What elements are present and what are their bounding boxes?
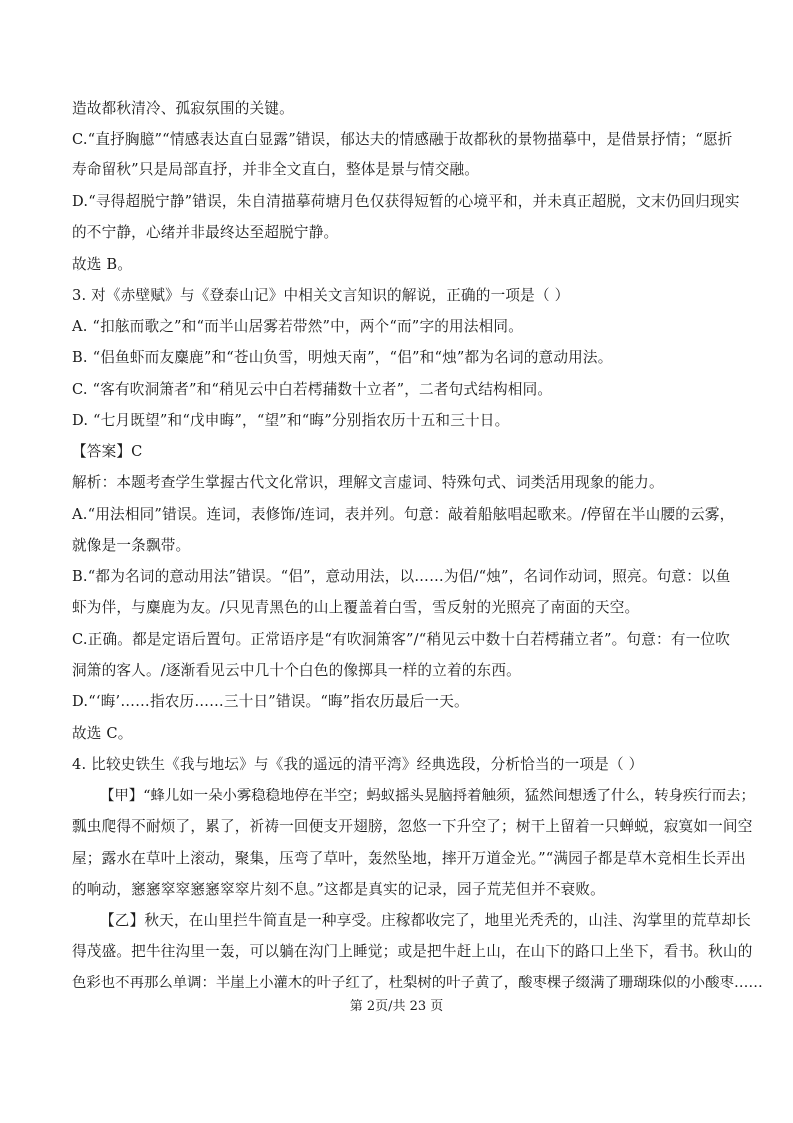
text-line: 的响动，窸窸窣窣窸窸窣窣片刻不息。”这都是真实的记录，园子荒芜但并不衰败。 bbox=[72, 881, 605, 898]
question-3-option-c: C. “客有吹洞箫者”和“稍见云中白若樗蒱数十立者”，二者句式结构相同。 bbox=[72, 381, 553, 398]
text-line: 虾为伴，与麋鹿为友。/只见青黑色的山上覆盖着白雪，雪反射的光照亮了南面的天空。 bbox=[72, 599, 640, 616]
answer-label: 【答案】C bbox=[72, 443, 143, 460]
question-3-option-d: D. “七月既望”和“戊申晦”，“望”和“晦”分别指农历十五和三十日。 bbox=[72, 412, 510, 429]
text-line: 造故都秋清冷、孤寂氛围的关键。 bbox=[72, 100, 294, 117]
page-footer: 第 2页/共 23 页 bbox=[349, 999, 444, 1014]
question-3-stem: 3. 对《赤壁赋》与《登泰山记》中相关文言知识的解说，正确的一项是（ ） bbox=[72, 287, 570, 304]
text-line: 得茂盛。把牛往沟里一轰，可以躺在沟门上睡觉；或是把牛赶上山，在山下的路口上坐下，看书。秋山的 bbox=[72, 943, 753, 960]
text-line: B.“都为名词的意动用法”错误。“侣”，意动用法，以……为侣/“烛”，名词作动词，照亮。句意：以鱼 bbox=[72, 568, 731, 585]
passage-jia: 【甲】“蜂儿如一朵小雾稳稳地停在半空；蚂蚁摇头晃脑捋着触须，猛然间想透了什么，转身疾行而去； bbox=[100, 788, 755, 804]
text-line: 屋；露水在草叶上滚动，聚集，压弯了草叶，轰然坠地，摔开万道金光。”“满园子都是草木竞相生长弄出 bbox=[72, 850, 746, 867]
text-line: D.“‘晦’……指农历……三十日”错误。“晦”指农历最后一天。 bbox=[72, 693, 469, 710]
question-3-option-a: A. “扣舷而歌之”和“而半山居雾若带然”中，两个“而”字的用法相同。 bbox=[72, 318, 524, 335]
text-line: 色彩也不再那么单调：半崖上小灌木的叶子红了，杜梨树的叶子黄了，酸枣棵子缀满了珊瑚珠似的小酸枣…… bbox=[72, 975, 763, 991]
text-line: 洞箫的客人。/逐渐看见云中几十个白色的像掷具一样的立着的东西。 bbox=[72, 662, 521, 679]
text-line: 解析：本题考查学生掌握古代文化常识，理解文言虚词、特殊句式、词类活用现象的能力。 bbox=[72, 474, 664, 491]
passage-yi: 【乙】秋天，在山里拦牛简直是一种享受。庄稼都收完了，地里光秃秃的，山洼、沟掌里的荒草却长 bbox=[100, 912, 751, 929]
text-line: 就像是一条飘带。 bbox=[72, 537, 191, 554]
text-line: 故选 C。 bbox=[72, 725, 133, 742]
text-line: D.“寻得超脱宁静”错误，朱自清描摹荷塘月色仅获得短暂的心境平和，并未真正超脱，文末仍回归现实 bbox=[72, 193, 740, 210]
text-line: C.正确。都是定语后置句。正常语序是“有吹洞箫客”/“稍见云中数十白若樗蒱立者”。句意：有一位吹 bbox=[72, 631, 730, 648]
text-line: 寿命留秋”只是局部直抒，并非全文直白，整体是景与情交融。 bbox=[72, 161, 480, 178]
text-line: 的不宁静，心绪并非最终达至超脱宁静。 bbox=[72, 224, 339, 241]
text-line: C.“直抒胸臆”“情感表达直白显露”错误，郁达夫的情感融于故都秋的景物描摹中，是借景抒情；“愿折 bbox=[72, 131, 733, 148]
question-4-stem: 4. 比较史铁生《我与地坛》与《我的遥远的清平湾》经典选段，分析恰当的一项是（ ） bbox=[72, 756, 644, 773]
text-line: 瓢虫爬得不耐烦了，累了，祈祷一回便支开翅膀，忽悠一下升空了；树干上留着一只蝉蜕，寂寞如一间空 bbox=[72, 818, 753, 835]
question-3-option-b: B. “侣鱼虾而友麋鹿”和“苍山负雪，明烛天南”，“侣”和“烛”都为名词的意动用法。 bbox=[72, 349, 613, 366]
text-line: A.“用法相同”错误。连词，表修饰/连词，表并列。句意：敲着船舷唱起歌来。/停留在半山腰的云雾， bbox=[72, 506, 735, 523]
text-line: 故选 B。 bbox=[72, 256, 133, 273]
